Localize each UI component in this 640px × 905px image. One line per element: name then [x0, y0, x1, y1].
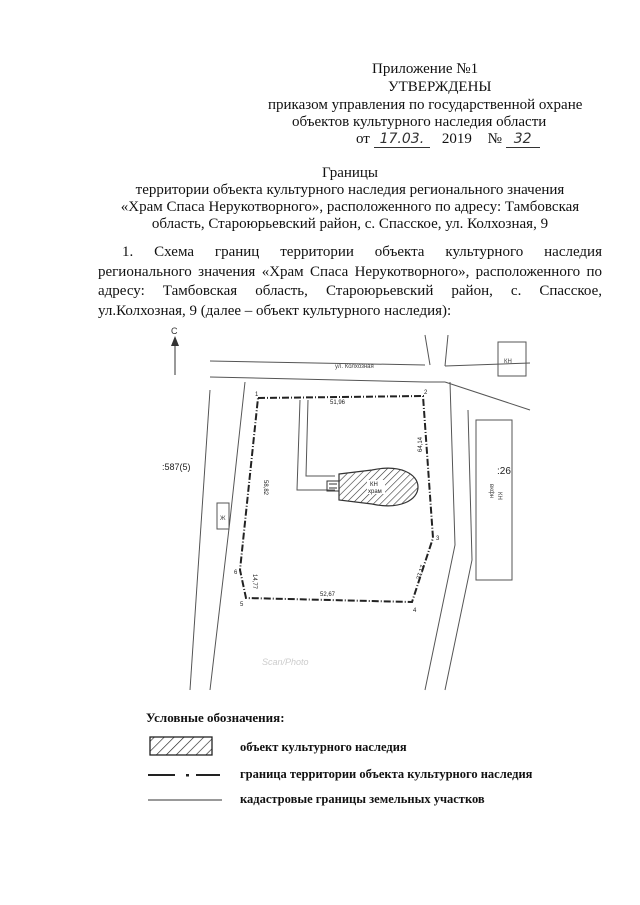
watermark: Scan/Photo — [262, 657, 309, 667]
building-kn-east-sublabel: вкфн — [488, 484, 494, 499]
doc-title-line-2: территории объекта культурного наследия регионального значения — [135, 182, 565, 198]
vertex-4: 4 — [413, 608, 417, 614]
building-kn-east — [476, 420, 512, 580]
side-3-4-length: 27,17 — [416, 564, 427, 581]
appendix-label: Приложение №1 — [372, 61, 479, 77]
side-1-2-length: 51,96 — [330, 400, 346, 406]
building-kn-top-label: КН — [504, 359, 512, 365]
cadastral-inner-line-2 — [306, 400, 335, 476]
paragraph-line-2: регионального значения «Храм Спаса Нерукотворного», расположенного по — [98, 263, 602, 280]
side-4-5-length: 52,67 — [320, 592, 336, 598]
legend-label-heritage: объект культурного наследия — [240, 740, 407, 754]
legend-symbol-boundary — [148, 774, 220, 777]
legend-title: Условные обозначения: — [146, 710, 285, 725]
order-year: 2019 — [441, 131, 472, 147]
church-label-2: храм — [368, 489, 382, 495]
vertex-2: 2 — [424, 390, 428, 396]
street-lines — [190, 335, 530, 690]
doc-title-line-4: область, Староюрьевский район, с. Спасское, ул. Колхозная, 9 — [151, 216, 549, 232]
doc-title-line-3: «Храм Спаса Нерукотворного», расположенного по адресу: Тамбовская — [120, 199, 580, 215]
side-5-6-length: 14,77 — [251, 574, 257, 590]
paragraph-line-3: адресу: Тамбовская область, Староюрьевский район, с. Спасское, — [98, 283, 602, 299]
legend-label-boundary: граница территории объекта культурного наследия — [240, 767, 533, 781]
paragraph-line-4: ул.Колхозная, 9 (далее – объект культурного наследия): — [98, 302, 452, 319]
vertex-5: 5 — [240, 602, 244, 608]
legend-label-cadastral: кадастровые границы земельных участков — [240, 792, 485, 806]
street-label: ул. Колхозная — [335, 364, 374, 370]
north-label: С — [171, 326, 178, 336]
number-handwritten: 32 — [506, 131, 540, 148]
order-line-2: объектов культурного наследия области — [292, 114, 547, 130]
number-prefix: № — [487, 131, 502, 147]
building-kn-east-label: КН — [496, 492, 502, 500]
parcel-east-label: :26 — [497, 466, 511, 477]
vertex-1: 1 — [255, 392, 259, 398]
building-kn-top — [498, 342, 526, 376]
north-arrow-icon — [171, 326, 179, 375]
side-6-1-length: 58,82 — [262, 480, 268, 496]
approved-label: УТВЕРЖДЕНЫ — [388, 79, 492, 95]
church-label-1: КН — [370, 482, 378, 488]
order-line-1: приказом управления по государственной охране — [268, 97, 583, 113]
parcel-west-label: :587(5) — [162, 462, 191, 472]
side-2-3-length: 64,14 — [418, 436, 424, 452]
building-zh-label: Ж — [220, 516, 226, 522]
legend-symbol-heritage — [150, 737, 212, 755]
vertex-3: 3 — [436, 536, 440, 542]
date-handwritten: 17.03. — [374, 131, 431, 148]
vertex-6: 6 — [234, 570, 238, 576]
paragraph-line-1: 1. Схема границ территории объекта культурного наследия — [122, 244, 602, 260]
doc-title: Границы — [321, 165, 379, 181]
date-prefix: от — [356, 131, 370, 147]
